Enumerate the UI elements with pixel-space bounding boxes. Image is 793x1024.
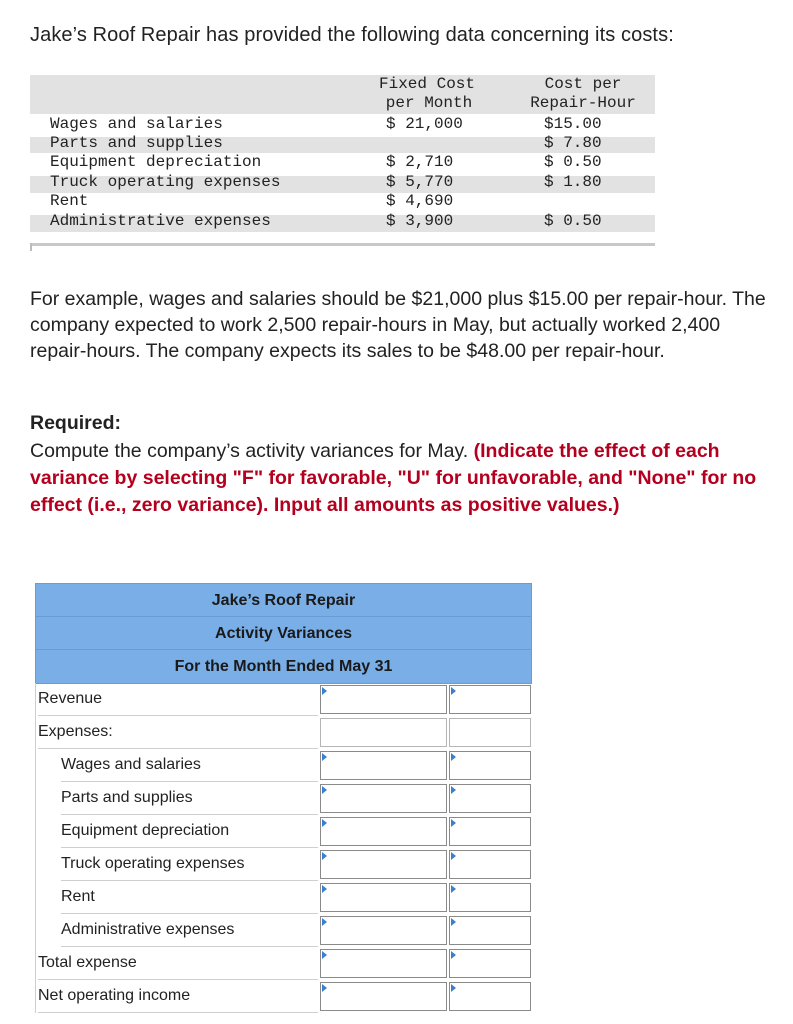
problem-intro: Jake’s Roof Repair has provided the following data concerning its costs:: [30, 24, 674, 46]
row-label: Administrative expenses: [61, 914, 318, 947]
input-marker-icon: [322, 687, 327, 695]
input-marker-icon: [451, 918, 456, 926]
report-row-wages: [35, 749, 532, 782]
input-marker-icon: [451, 786, 456, 794]
row-label: Truck operating expenses: [61, 848, 318, 881]
variable-cost-value: $ 0.50: [544, 153, 602, 171]
truck-amount-input[interactable]: [320, 850, 447, 879]
parts-effect-select[interactable]: [449, 784, 531, 813]
equipment-effect-select[interactable]: [449, 817, 531, 846]
row-label: Expenses:: [38, 716, 318, 749]
input-marker-icon: [322, 786, 327, 794]
col-header-fixed-2: per Month: [385, 94, 473, 112]
revenue-effect-select[interactable]: [449, 685, 531, 714]
row-label: Equipment depreciation: [61, 815, 318, 848]
input-marker-icon: [322, 918, 327, 926]
fixed-cost-value: $ 5,770: [386, 173, 454, 191]
expenses-blank-cell: [449, 718, 531, 747]
input-marker-icon: [322, 984, 327, 992]
variable-cost-value: $15.00: [544, 115, 602, 133]
cost-label: Wages and salaries: [50, 115, 223, 133]
variable-cost-value: $ 1.80: [544, 173, 602, 191]
cost-data-table: [30, 75, 655, 248]
wages-amount-input[interactable]: [320, 751, 447, 780]
cost-label: Equipment depreciation: [50, 153, 262, 171]
report-title-company: Jake’s Roof Repair: [35, 583, 532, 618]
input-marker-icon: [451, 984, 456, 992]
example-paragraph: For example, wages and salaries should be $21,000 plus $15.00 per repair-hour. The company expected to work 2,500 repair-hours in May, but actually worked 2,400 repair-hours. The company expects its sales to be $48.00 per repair-hour.: [30, 288, 766, 362]
admin-effect-select[interactable]: [449, 916, 531, 945]
input-marker-icon: [451, 852, 456, 860]
input-marker-icon: [322, 885, 327, 893]
net-income-amount-input[interactable]: [320, 982, 447, 1011]
fixed-cost-value: $ 21,000: [386, 115, 463, 133]
total-expense-amount-input[interactable]: [320, 949, 447, 978]
total-expense-effect-select[interactable]: [449, 949, 531, 978]
report-row-revenue: [35, 683, 532, 716]
row-label: Net operating income: [38, 980, 318, 1013]
table-bottom-rule: [30, 243, 655, 246]
report-row-admin: [35, 914, 532, 947]
admin-amount-input[interactable]: [320, 916, 447, 945]
input-marker-icon: [451, 951, 456, 959]
report-row-expenses: [35, 716, 532, 749]
rent-amount-input[interactable]: [320, 883, 447, 912]
row-label: Revenue: [38, 683, 318, 716]
row-label: Total expense: [38, 947, 318, 980]
revenue-amount-input[interactable]: [320, 685, 447, 714]
report-title-name: Activity Variances: [35, 616, 532, 651]
required-text: [30, 438, 770, 519]
input-marker-icon: [322, 819, 327, 827]
required-instruction: (Indicate the effect of each variance by selecting "F" for favorable, "U" for unfavorable, and "None" for no effect (i.e., zero variance). Input all amounts as positive values.): [30, 440, 757, 516]
input-marker-icon: [451, 687, 456, 695]
required-heading: Required:: [30, 412, 122, 434]
table-corner-tick: [30, 243, 32, 251]
parts-amount-input[interactable]: [320, 784, 447, 813]
required-question: Compute the company’s activity variances for May.: [30, 440, 474, 462]
fixed-cost-value: $ 2,710: [386, 153, 454, 171]
input-marker-icon: [451, 819, 456, 827]
report-row-equipment: [35, 815, 532, 848]
fixed-cost-value: $ 3,900: [386, 212, 454, 230]
net-income-effect-select[interactable]: [449, 982, 531, 1011]
wages-effect-select[interactable]: [449, 751, 531, 780]
input-marker-icon: [451, 753, 456, 761]
cost-label: Administrative expenses: [50, 212, 271, 230]
expenses-blank-cell: [320, 718, 447, 747]
input-marker-icon: [322, 951, 327, 959]
report-row-net-income: [35, 980, 532, 1013]
col-header-variable-2: Repair-Hour: [530, 94, 636, 112]
cost-label: Rent: [50, 192, 89, 210]
report-title-period: For the Month Ended May 31: [35, 649, 532, 684]
cost-label: Parts and supplies: [50, 134, 223, 152]
report-row-rent: [35, 881, 532, 914]
row-label: Parts and supplies: [61, 782, 318, 815]
input-marker-icon: [322, 852, 327, 860]
report-row-truck: [35, 848, 532, 881]
input-marker-icon: [451, 885, 456, 893]
fixed-cost-value: $ 4,690: [386, 192, 454, 210]
input-marker-icon: [322, 753, 327, 761]
truck-effect-select[interactable]: [449, 850, 531, 879]
variable-cost-value: $ 7.80: [544, 134, 602, 152]
equipment-amount-input[interactable]: [320, 817, 447, 846]
row-label: Wages and salaries: [61, 749, 318, 782]
activity-variance-report: [35, 583, 532, 1013]
report-row-parts: [35, 782, 532, 815]
cost-label: Truck operating expenses: [50, 173, 281, 191]
variable-cost-value: $ 0.50: [544, 212, 602, 230]
row-label: Rent: [61, 881, 318, 914]
col-header-variable-1: Cost per: [544, 75, 622, 93]
col-header-fixed-1: Fixed Cost: [378, 75, 475, 93]
rent-effect-select[interactable]: [449, 883, 531, 912]
report-row-total-expense: [35, 947, 532, 980]
